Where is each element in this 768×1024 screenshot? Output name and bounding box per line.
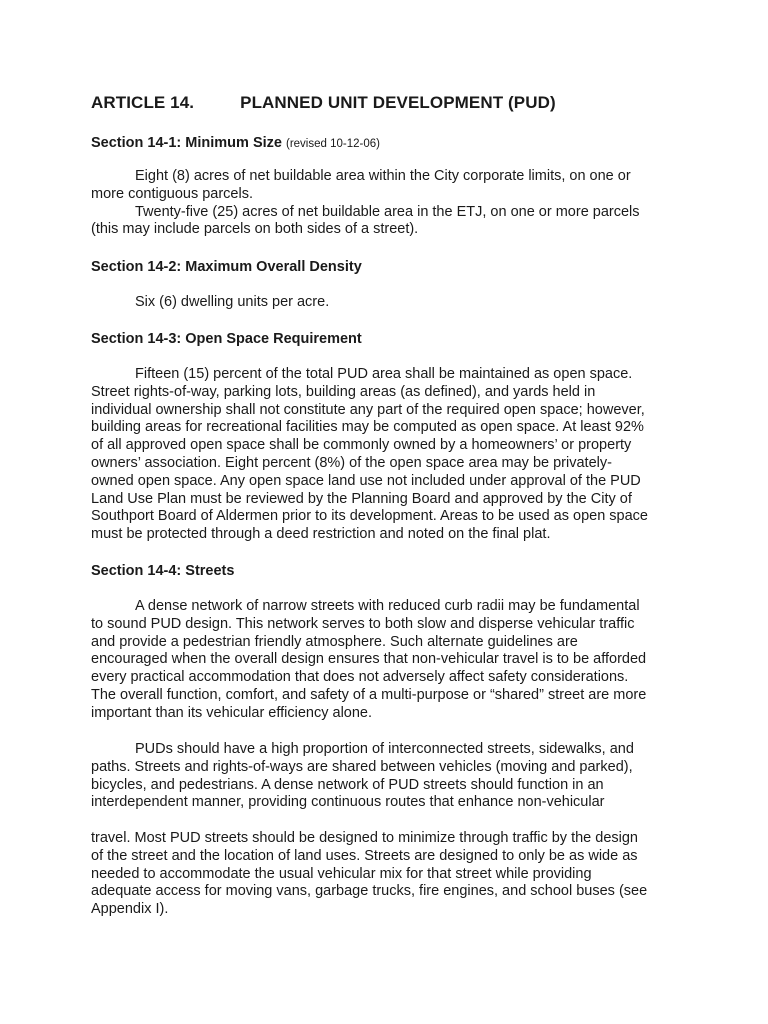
section-14-4-paragraph-3 [91, 830, 691, 919]
text-line: and provide a pedestrian friendly atmosphere. Such alternate guidelines are [91, 633, 578, 650]
section-14-1-body [91, 168, 691, 239]
article-title [91, 93, 556, 113]
section-heading-text: Section 14-4: Streets [91, 563, 235, 579]
text-line: Six (6) dwelling units per acre. [135, 294, 330, 310]
section-14-2-body [91, 294, 691, 312]
section-heading-text: Section 14-1: Minimum Size [91, 135, 282, 151]
text-line: to sound PUD design. This network serves to both slow and disperse vehicular traffic [91, 615, 635, 632]
text-line: must be protected through a deed restriction and noted on the final plat. [91, 526, 551, 543]
section-heading-text: Section 14-3: Open Space Requirement [91, 331, 362, 347]
section-heading-14-3 [91, 331, 362, 347]
text-line: individual ownership shall not constitute any part of the required open space; however, [91, 401, 645, 418]
text-line: owned open space. Any open space land use not included under approval of the PUD [91, 472, 641, 489]
text-line: Twenty-five (25) acres of net buildable area in the ETJ, on one or more parcels [135, 203, 640, 220]
text-line: Southport Board of Aldermen prior to its development. Areas to be used as open space [91, 508, 648, 525]
text-line: Eight (8) acres of net buildable area within the City corporate limits, on one or [135, 168, 631, 184]
section-14-4-paragraph-1 [91, 598, 691, 723]
text-line: important than its vehicular efficiency alone. [91, 704, 373, 721]
text-line: (this may include parcels on both sides of a street). [91, 221, 419, 238]
article-name: PLANNED UNIT DEVELOPMENT (PUD) [240, 93, 556, 112]
text-line: adequate access for moving vans, garbage trucks, fire engines, and school buses (see [91, 883, 648, 900]
section-heading-14-4 [91, 563, 234, 579]
text-line: every practical accommodation that does not adversely affect safety considerations. [91, 669, 629, 686]
text-line: Appendix I). [91, 901, 169, 918]
revision-note: (revised 10-12-06) [286, 138, 380, 150]
section-heading-text: Section 14-2: Maximum Overall Density [91, 259, 362, 275]
text-line: needed to accommodate the usual vehicular mix for that street while providing [91, 865, 592, 882]
text-line: encouraged when the overall design ensures that non-vehicular travel is to be afforded [91, 651, 647, 668]
section-14-3-body [91, 366, 691, 544]
text-line: Fifteen (15) percent of the total PUD area shall be maintained as open space. [135, 366, 633, 382]
section-14-4-paragraph-2 [91, 741, 691, 812]
text-line: building areas for recreational facilities may be computed as open space. At least 92% [91, 419, 644, 436]
text-line: travel. Most PUD streets should be designed to minimize through traffic by the design [91, 830, 638, 846]
text-line: paths. Streets and rights-of-ways are shared between vehicles (moving and parked), [91, 758, 633, 775]
text-line: Street rights-of-way, parking lots, building areas (as defined), and yards held in [91, 383, 596, 400]
text-line: interdependent manner, providing continuous routes that enhance non-vehicular [91, 794, 605, 811]
section-heading-14-2 [91, 259, 362, 275]
section-heading-14-1 [91, 135, 380, 151]
text-line: of all approved open space shall be commonly owned by a homeowners’ or property [91, 437, 632, 454]
text-line: The overall function, comfort, and safety of a multi-purpose or “shared” street are more [91, 686, 647, 703]
text-line: more contiguous parcels. [91, 185, 253, 202]
article-number: ARTICLE 14. [91, 93, 195, 112]
text-line: owners’ association. Eight percent (8%) of the open space area may be privately- [91, 454, 612, 471]
text-line: bicycles, and pedestrians. A dense network of PUD streets should function in an [91, 776, 604, 793]
text-line: A dense network of narrow streets with reduced curb radii may be fundamental [135, 598, 640, 614]
text-line: PUDs should have a high proportion of interconnected streets, sidewalks, and [135, 741, 634, 757]
text-line: Land Use Plan must be reviewed by the Planning Board and approved by the City of [91, 490, 632, 507]
text-line: of the street and the location of land uses. Streets are designed to only be as wide as [91, 847, 638, 864]
